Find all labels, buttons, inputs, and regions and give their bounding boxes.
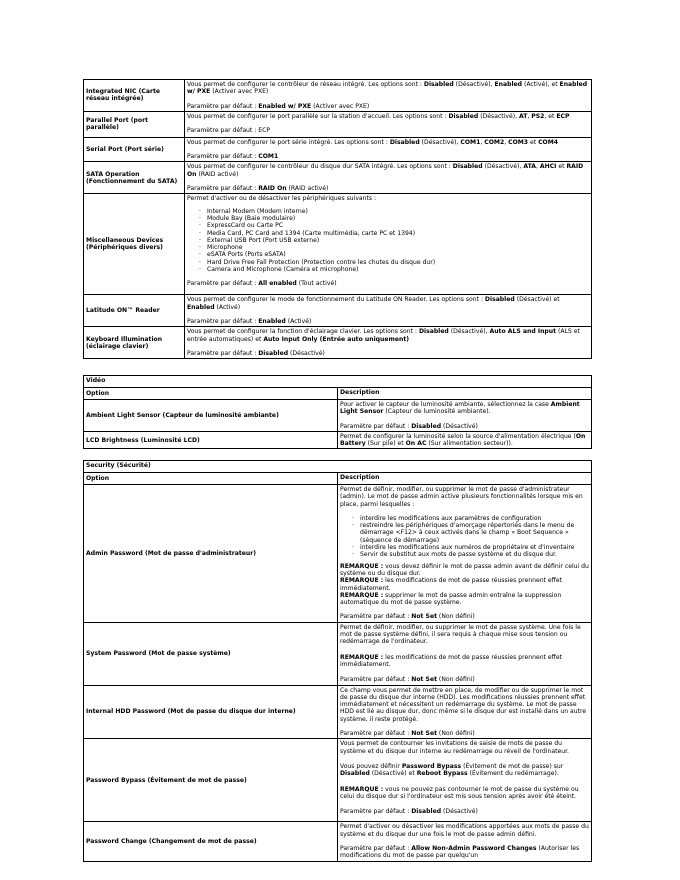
description-cell: Vous permet de configurer le port série intégré. Les options sont : Disabled (Désactivé), COM1, COM2, COM3 et COM4 Paramètre par défaut : COM1 xyxy=(185,137,592,162)
table-row xyxy=(84,622,592,685)
list-item: · ExpressCard ou Carte PC xyxy=(207,222,589,229)
option-cell: Keyboard Illumination (éclairage clavier) xyxy=(84,327,185,359)
column-header-option: Option xyxy=(84,473,338,485)
option-cell: Integrated NIC (Carte réseau intégrée) xyxy=(84,80,185,112)
option-cell: Miscellaneous Devices (Périphériques divers) xyxy=(84,194,185,295)
table-row xyxy=(84,685,592,739)
description-cell: Ce champ vous permet de mettre en place, de modifier ou de supprimer le mot de passe du disque dur interne (HDD). Les modifications réussies prennent effet immédiatement et nécessitent un redémarrage du système. Le mot de passe HDD est lié au disque dur, donc même si le disque dur est installé dans un autre système, il reste protégé. Paramètre par défaut : Not Set (Non défini) xyxy=(338,685,592,739)
list-item: · Microphone xyxy=(207,244,589,251)
option-cell: SATA Operation (Fonctionnement du SATA) xyxy=(84,162,185,194)
description-cell: Permet d'activer ou désactiver les modifications apportées aux mots de passe du système et du disque dur une fois le mot de passe admin défini. Paramètre par défaut : Allow Non-Admin Password Changes (Autoriser les modifications du mot de passe par quelqu'un xyxy=(338,822,592,862)
description-cell: Pour activer le capteur de luminosité ambiante, sélectionnez la case Ambient Light Sensor (Capteur de luminosité ambiante). Paramètre par défaut : Disabled (Désactivé) xyxy=(338,400,592,432)
table-row xyxy=(84,295,592,327)
list-item: · Hard Drive Free Fall Protection (Protection contre les chutes du disque dur) xyxy=(207,259,589,266)
description-cell: Permet d'activer ou de désactiver les périphériques suivants : · Internal Modem (Modem interne) · Module Bay (Baie modulaire) · ExpressCard ou Carte PC · Media Card, PC Card and 1394 (Carte multimédia, carte PC et 1394) · External USB Port (Port USB externe) · Microphone · eSATA Ports (Ports eSATA) · Hard Drive Free Fall Protection (Protection contre les chutes du disque dur) · Camera and Microphone (Caméra et microphone) Paramètre par défaut : All enabled (Tout activé) xyxy=(185,194,592,295)
list-item: · Module Bay (Baie modulaire) xyxy=(207,215,589,222)
description-cell: Permet de définir, modifier, ou supprimer le mot de passe d'administrateur (admin). Le mot de passe admin active plusieurs fonctionnalités lorsque mis en place, parmi lesquelles : · interdire les modifications aux paramètres de configuration · restreindre les périphériques d'amorçage répertoriés dans le menu de démarrage <F12> à ceux activés dans le champ « Boot Sequence » (séquence de démarrage) · interdire les modifications aux numéros de propriétaire et d'inventaire · Servir de substitut aux mots de passe système et du disque dur. REMARQUE : vous devez définir le mot de passe admin avant de définir celui du système ou du disque dur. REMARQUE : les modifications de mot de passe réussies prennent effet immédiatement. REMARQUE : supprimer le mot de passe admin entraîne la suppression automatique du mot de passe système. Paramètre par défaut : Not Set (Non défini) xyxy=(338,485,592,623)
table-row xyxy=(84,485,592,623)
option-cell: Parallel Port (port parallèle) xyxy=(84,111,185,137)
table-row xyxy=(84,80,592,112)
list-item: · eSATA Ports (Ports eSATA) xyxy=(207,251,589,258)
list-item: · interdire les modifications aux paramètres de configuration xyxy=(360,515,589,522)
list-item: · Camera and Microphone (Caméra et microphone) xyxy=(207,266,589,273)
table-row xyxy=(84,162,592,194)
description-cell: Vous permet de configurer le mode de fonctionnement du Latitude ON Reader. Les options sont : Disabled (Désactivé) et Enabled (Activé) Paramètre par défaut : Enabled (Activé) xyxy=(185,295,592,327)
table-row xyxy=(84,431,592,449)
feature-list xyxy=(360,515,589,559)
option-cell: Ambient Light Sensor (Capteur de luminosité ambiante) xyxy=(84,400,338,432)
list-item: · Internal Modem (Modem interne) xyxy=(207,208,589,215)
security-table xyxy=(83,460,592,862)
description-cell: Permet de définir, modifier, ou supprimer le mot de passe système. Une fois le mot de passe système défini, il sera requis à chaque mise sous tension ou redémarrage de l'ordinateur. REMARQUE : les modifications de mot de passe réussies prennent effet immédiatement. Paramètre par défaut : Not Set (Non défini) xyxy=(338,622,592,685)
table-row xyxy=(84,400,592,432)
section-title: Security (Sécurité) xyxy=(84,461,592,473)
section-title: Vidéo xyxy=(84,376,592,388)
description-cell: Vous permet de configurer le contrôleur du disque dur SATA intégré. Les options sont : Disabled (Désactivé), ATA, AHCI et RAID On (RAID activé) Paramètre par défaut : RAID On (RAID activé) xyxy=(185,162,592,194)
table-title-row xyxy=(84,376,592,388)
device-list xyxy=(207,208,589,274)
option-cell: System Password (Mot de passe système) xyxy=(84,622,338,685)
list-item: · Media Card, PC Card and 1394 (Carte multimédia, carte PC et 1394) xyxy=(207,230,589,237)
option-cell: Serial Port (Port série) xyxy=(84,137,185,162)
column-header-description: Description xyxy=(338,388,592,400)
table-header-row xyxy=(84,473,592,485)
table-header-row xyxy=(84,388,592,400)
list-item: · External USB Port (Port USB externe) xyxy=(207,237,589,244)
option-cell: Latitude ON™ Reader xyxy=(84,295,185,327)
option-cell: Internal HDD Password (Mot de passe du disque dur interne) xyxy=(84,685,338,739)
table-row xyxy=(84,137,592,162)
system-config-table xyxy=(83,79,592,359)
option-cell: LCD Brightness (Luminosité LCD) xyxy=(84,431,338,449)
table-row xyxy=(84,111,592,137)
table-row xyxy=(84,327,592,359)
description-cell: Vous permet de configurer le port parallèle sur la station d'accueil. Les options sont : Disabled (Désactivé), AT, PS2, et ECP Paramètre par défaut : ECP xyxy=(185,111,592,137)
table-row xyxy=(84,194,592,295)
description-cell: Vous permet de configurer la fonction d'éclairage clavier. Les options sont : Disabled (Désactivé), Auto ALS and Input (ALS et entrée automatiques) et Auto Input Only (Entrée auto uniquement) Paramètre par défaut : Disabled (Désactivé) xyxy=(185,327,592,359)
option-cell: Admin Password (Mot de passe d'administrateur) xyxy=(84,485,338,623)
description-cell: Permet de configurer la luminosité selon la source d'alimentation électrique (On Battery (Sur pile) et On AC (Sur alimentation secteur)). xyxy=(338,431,592,449)
option-cell: Password Change (Changement de mot de passe) xyxy=(84,822,338,862)
column-header-option: Option xyxy=(84,388,338,400)
table-row xyxy=(84,739,592,822)
video-table xyxy=(83,375,592,449)
list-item: · restreindre les périphériques d'amorçage répertoriés dans le menu de démarrage <F12> à ceux activés dans le champ « Boot Sequence » (séquence de démarrage) xyxy=(360,522,589,544)
option-cell: Password Bypass (Évitement de mot de passe) xyxy=(84,739,338,822)
column-header-description: Description xyxy=(338,473,592,485)
table-row xyxy=(84,822,592,862)
table-title-row xyxy=(84,461,592,473)
list-item: · Servir de substitut aux mots de passe système et du disque dur. xyxy=(360,551,589,558)
description-cell: Vous permet de configurer le contrôleur de réseau intégré. Les options sont : Disabled (Désactivé), Enabled (Activé), et Enabled w/ PXE (Activer avec PXE) Paramètre par défaut : Enabled w/ PXE (Activer avec PXE) xyxy=(185,80,592,112)
description-cell: Vous permet de contourner les invitations de saisie de mots de passe du système et du disque dur interne au redémarrage ou réveil de l'ordinateur. Vous pouvez définir Password Bypass (Évitement de mot de passe) sur Disabled (Désactivé) et Reboot Bypass (Évitement du redémarrage). REMARQUE : vous ne pouvez pas contourner le mot de passe du système ou celui du disque dur si l'ordinateur est mis sous tension après avoir été éteint. Paramètre par défaut : Disabled (Désactivé) xyxy=(338,739,592,822)
list-item: · interdire les modifications aux numéros de propriétaire et d'inventaire xyxy=(360,544,589,551)
